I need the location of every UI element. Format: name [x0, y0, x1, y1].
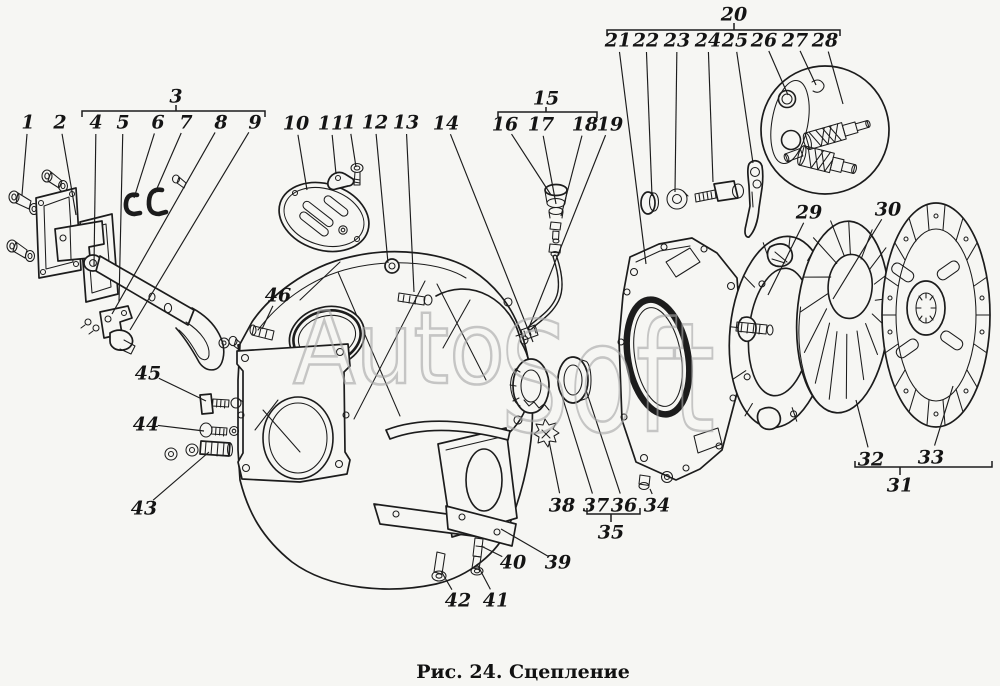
bracket-assembly-group [7, 170, 263, 380]
leader-line [332, 135, 336, 174]
callout-22: 22 [632, 29, 660, 52]
retainer-clip-icon [126, 195, 140, 214]
callout-12: 12 [361, 111, 389, 134]
release-lever [745, 161, 763, 237]
callout-21: 21 [604, 29, 632, 52]
release-lever-hardware [641, 161, 763, 237]
callout-6: 6 [151, 111, 165, 134]
leader-line [22, 134, 27, 195]
bolt-icon [165, 441, 233, 460]
callout-26: 26 [750, 29, 778, 52]
callout-18: 18 [571, 113, 599, 136]
leader-line [376, 134, 388, 263]
leader-line [650, 489, 652, 494]
callout-2: 2 [53, 111, 67, 134]
leader-line [155, 133, 181, 193]
callout-41: 41 [482, 589, 510, 612]
callout-29: 29 [795, 201, 823, 224]
callout-46: 46 [264, 284, 292, 307]
mounting-bolts-group [165, 394, 243, 460]
driven-disc [882, 203, 990, 427]
callout-44: 44 [132, 413, 160, 436]
callout-42: 42 [444, 589, 472, 612]
callout-16: 16 [491, 113, 519, 136]
callout-19: 19 [596, 113, 624, 136]
callout-39: 39 [544, 551, 572, 574]
bolt-icon [200, 394, 243, 414]
callout-9: 9 [248, 111, 262, 134]
svg-text:Soft: Soft [500, 290, 715, 467]
callout-8: 8 [214, 111, 228, 134]
bolt-icon [9, 191, 39, 215]
small-bolt-icon [173, 175, 187, 188]
callout-15: 15 [532, 87, 560, 110]
leader-line [675, 52, 677, 192]
callout-45: 45 [134, 362, 162, 385]
callout-33: 33 [917, 446, 945, 469]
leader-line [159, 378, 206, 401]
callout-25: 25 [721, 29, 749, 52]
callout-34: 34 [643, 494, 671, 517]
leader-line [856, 400, 868, 447]
adjusting-bolt [695, 181, 744, 202]
leader-line [158, 425, 204, 431]
leader-line [737, 52, 753, 163]
flange-bolt-icon [639, 472, 673, 490]
callout-32: 32 [857, 448, 885, 471]
leader-line [619, 52, 646, 264]
callout-31: 31 [886, 474, 914, 497]
callout-5: 5 [116, 111, 130, 134]
svg-text:Auto: Auto [293, 290, 505, 407]
retainer-clip-icon [149, 190, 166, 214]
callout-13: 13 [392, 111, 420, 134]
callout-11: 11 [317, 112, 345, 135]
callout-4: 4 [89, 111, 103, 134]
leader-line [134, 133, 154, 198]
leader-line [646, 52, 652, 196]
clamp-lever [328, 172, 354, 189]
callout-1: 1 [342, 111, 356, 134]
leader-line [477, 564, 490, 589]
callout-40: 40 [499, 551, 527, 574]
callout-35: 35 [597, 521, 625, 544]
callout-14: 14 [432, 112, 460, 135]
leader-line [153, 452, 209, 500]
callout-28: 28 [811, 29, 839, 52]
detail-inset-circle [761, 66, 889, 194]
callout-24: 24 [694, 29, 722, 52]
callout-20: 20 [720, 3, 748, 26]
callout-10: 10 [282, 112, 310, 135]
leader-line [561, 136, 582, 216]
leader-line [298, 135, 307, 190]
callout-37: 37 [582, 494, 610, 517]
callout-23: 23 [663, 29, 691, 52]
callout-38: 38 [548, 494, 576, 517]
bolt-icon [7, 240, 35, 262]
callout-27: 27 [781, 29, 809, 52]
leader-line [708, 52, 713, 182]
callout-30: 30 [874, 198, 902, 221]
callout-3: 3 [169, 85, 183, 108]
bolt-icon [42, 170, 68, 192]
inspection-cover-group [270, 164, 378, 263]
callout-1: 1 [21, 111, 35, 134]
callout-7: 7 [179, 111, 193, 134]
callout-36: 36 [610, 494, 638, 517]
bolt-icon [200, 423, 239, 437]
group-bracket-3 [82, 111, 265, 117]
leader-line [351, 134, 356, 167]
figure-caption: Рис. 24. Сцепление [416, 661, 630, 683]
leader-line [112, 132, 215, 314]
leader-line [130, 132, 249, 330]
callout-43: 43 [130, 497, 158, 520]
fork-clamp [81, 306, 135, 354]
callout-17: 17 [527, 113, 555, 136]
